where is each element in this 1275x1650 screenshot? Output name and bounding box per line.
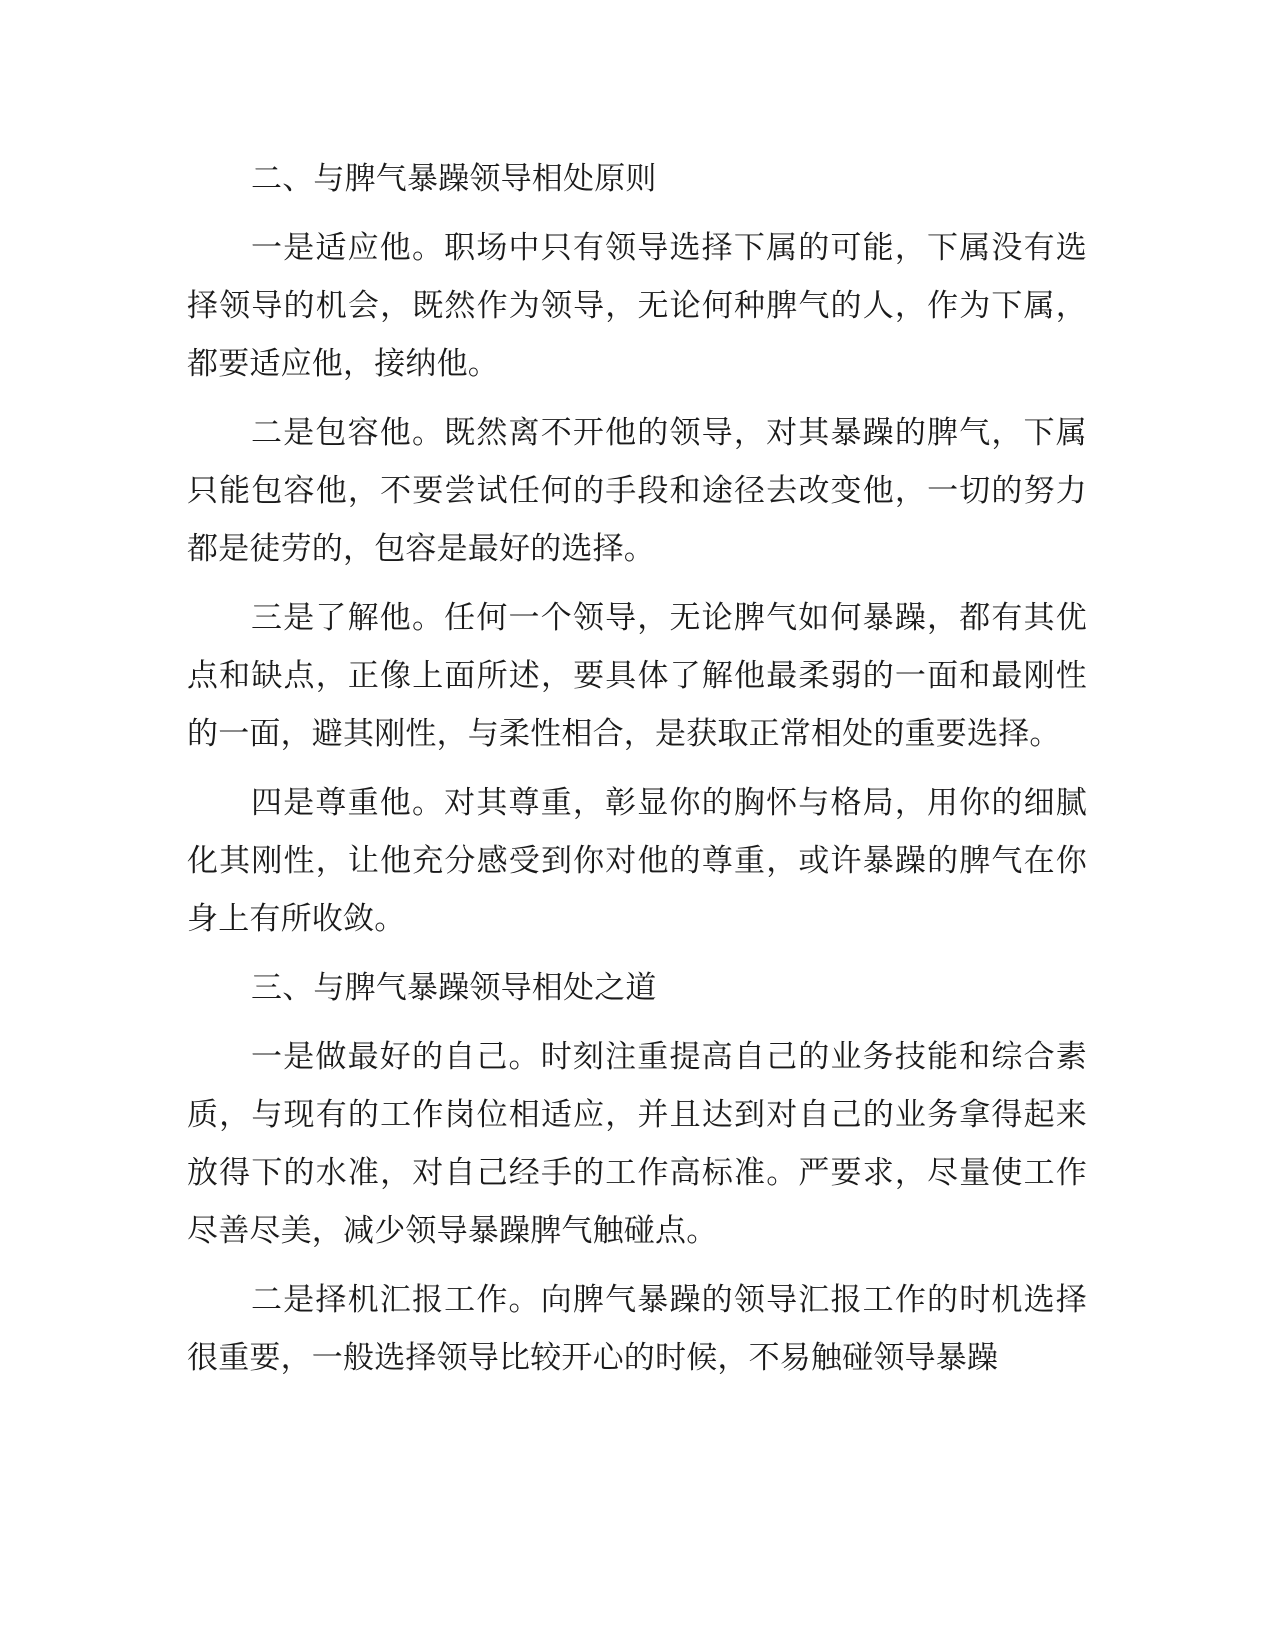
paragraph-respect: 四是尊重他。对其尊重，彰显你的胸怀与格局，用你的细腻化其刚性，让他充分感受到你对他的尊重，或许暴躁的脾气在你身上有所收敛。	[187, 785, 1087, 937]
paragraph-tolerate: 二是包容他。既然离不开他的领导，对其暴躁的脾气，下属只能包容他，不要尝试任何的手段和途径去改变他，一切的努力都是徒劳的，包容是最好的选择。	[187, 415, 1087, 567]
section-heading-ways: 三、与脾气暴躁领导相处之道	[251, 970, 657, 1006]
paragraph-report-timing: 二是择机汇报工作。向脾气暴躁的领导汇报工作的时机选择很重要，一般选择领导比较开心的时候，不易触碰领导暴躁	[187, 1282, 1087, 1376]
document-body	[187, 150, 1087, 1398]
paragraph-adapt: 一是适应他。职场中只有领导选择下属的可能，下属没有选择领导的机会，既然作为领导，无论何种脾气的人，作为下属，都要适应他，接纳他。	[187, 230, 1087, 382]
section-heading-principles: 二、与脾气暴躁领导相处原则	[251, 161, 657, 197]
paragraph-best-self: 一是做最好的自己。时刻注重提高自己的业务技能和综合素质，与现有的工作岗位相适应，并且达到对自己的业务拿得起来放得下的水准，对自己经手的工作高标准。严要求，尽量使工作尽善尽美，减少领导暴躁脾气触碰点。	[187, 1039, 1087, 1249]
paragraph-understand: 三是了解他。任何一个领导，无论脾气如何暴躁，都有其优点和缺点，正像上面所述，要具体了解他最柔弱的一面和最刚性的一面，避其刚性，与柔性相合，是获取正常相处的重要选择。	[187, 600, 1087, 752]
